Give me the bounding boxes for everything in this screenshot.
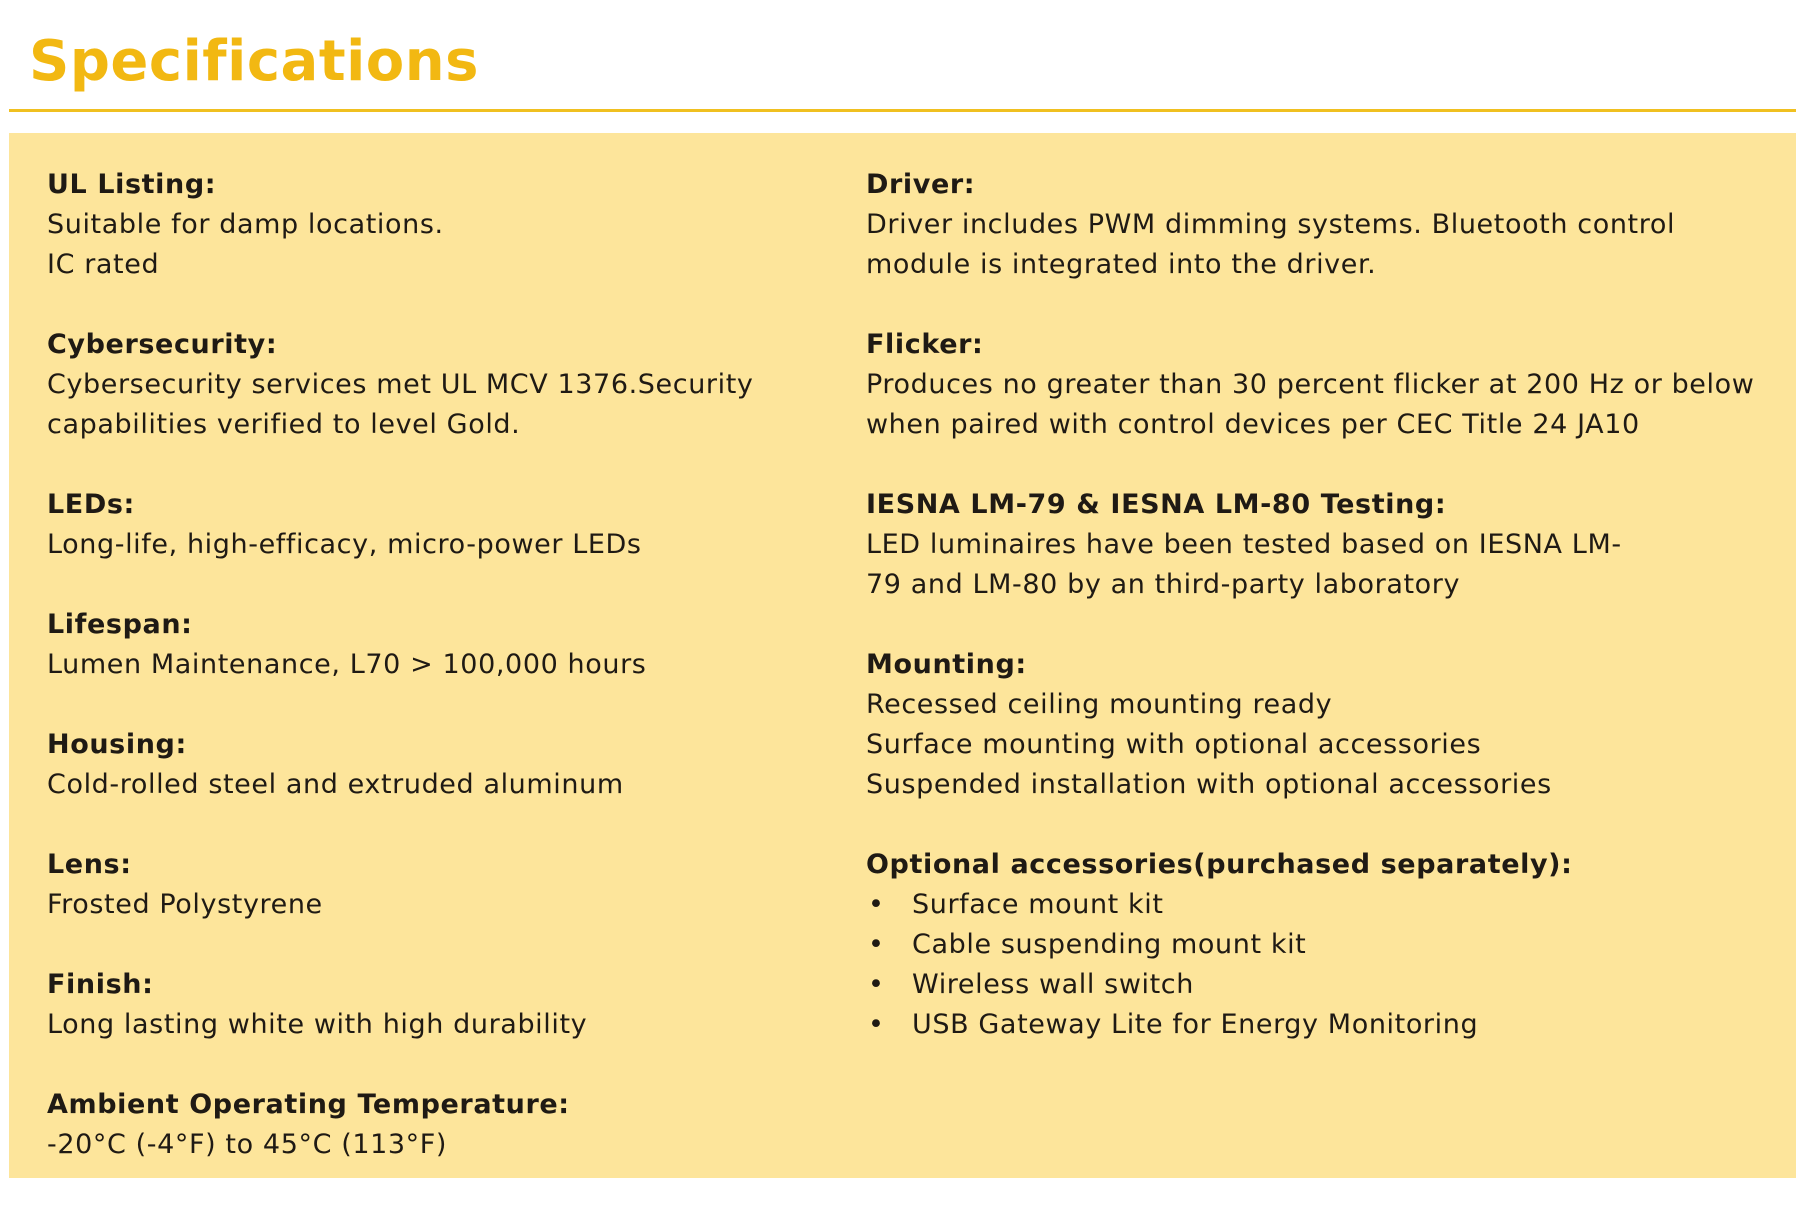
spec-heading: Mounting: <box>866 649 1027 680</box>
spec-line: Long-life, high-efficacy, micro-power LEDs <box>47 529 642 560</box>
spec-heading: UL Listing: <box>47 169 217 200</box>
spec-line: LED luminaires have been tested based on IESNA LM- <box>866 529 1622 560</box>
spec-line: when paired with control devices per CEC Title 24 JA10 <box>866 409 1640 440</box>
spec-line: Lumen Maintenance, L70 > 100,000 hours <box>47 649 647 680</box>
list-item-label: Surface mount kit <box>912 889 1164 920</box>
spec-iesna-testing <box>866 485 1766 605</box>
spec-line: module is integrated into the driver. <box>866 249 1377 280</box>
spec-lens <box>47 845 827 925</box>
spec-driver <box>866 165 1766 285</box>
spec-cybersecurity <box>47 325 827 445</box>
spec-line: -20°C (-4°F) to 45°C (113°F) <box>47 1129 448 1160</box>
title-divider <box>9 109 1796 112</box>
spec-heading: LEDs: <box>47 489 135 520</box>
spec-finish <box>47 965 827 1045</box>
list-item-label: Wireless wall switch <box>912 969 1194 1000</box>
right-column <box>866 165 1766 1085</box>
spec-line: Suitable for damp locations. <box>47 209 444 240</box>
spec-ambient-temperature <box>47 1085 827 1165</box>
specifications-panel <box>9 133 1796 1178</box>
spec-heading: Optional accessories(purchased separately): <box>866 849 1573 880</box>
spec-heading: Lifespan: <box>47 609 193 640</box>
page-title: Specifications <box>29 29 479 94</box>
spec-ul-listing <box>47 165 827 285</box>
spec-line: 79 and LM-80 by an third-party laboratory <box>866 569 1461 600</box>
spec-housing <box>47 725 827 805</box>
spec-line: Driver includes PWM dimming systems. Bluetooth control <box>866 209 1676 240</box>
list-item <box>866 925 1766 965</box>
spec-lifespan <box>47 605 827 685</box>
accessories-list <box>866 885 1766 1045</box>
spec-heading: Lens: <box>47 849 132 880</box>
list-item <box>866 885 1766 925</box>
spec-heading: Housing: <box>47 729 187 760</box>
left-column <box>47 165 827 1205</box>
spec-heading: Cybersecurity: <box>47 329 278 360</box>
spec-line: Frosted Polystyrene <box>47 889 323 920</box>
spec-line: Surface mounting with optional accessories <box>866 729 1482 760</box>
spec-line: Recessed ceiling mounting ready <box>866 689 1333 720</box>
spec-heading: Finish: <box>47 969 154 1000</box>
bullet-icon: • <box>868 1009 885 1040</box>
spec-line: capabilities verified to level Gold. <box>47 409 521 440</box>
spec-line: Suspended installation with optional accessories <box>866 769 1552 800</box>
spec-heading: Flicker: <box>866 329 984 360</box>
bullet-icon: • <box>868 889 885 920</box>
spec-line: Long lasting white with high durability <box>47 1009 588 1040</box>
bullet-icon: • <box>868 969 885 1000</box>
spec-flicker <box>866 325 1766 445</box>
spec-leds <box>47 485 827 565</box>
spec-heading: Ambient Operating Temperature: <box>47 1089 570 1120</box>
spec-optional-accessories <box>866 845 1766 1045</box>
bullet-icon: • <box>868 929 885 960</box>
spec-line: Cybersecurity services met UL MCV 1376.Security <box>47 369 754 400</box>
spec-line: IC rated <box>47 249 160 280</box>
list-item <box>866 1005 1766 1045</box>
spec-heading: IESNA LM-79 & IESNA LM-80 Testing: <box>866 489 1447 520</box>
list-item <box>866 965 1766 1005</box>
spec-heading: Driver: <box>866 169 976 200</box>
spec-line: Produces no greater than 30 percent flicker at 200 Hz or below <box>866 369 1755 400</box>
list-item-label: USB Gateway Lite for Energy Monitoring <box>912 1009 1479 1040</box>
spec-line: Cold-rolled steel and extruded aluminum <box>47 769 624 800</box>
spec-mounting <box>866 645 1766 805</box>
list-item-label: Cable suspending mount kit <box>912 929 1307 960</box>
